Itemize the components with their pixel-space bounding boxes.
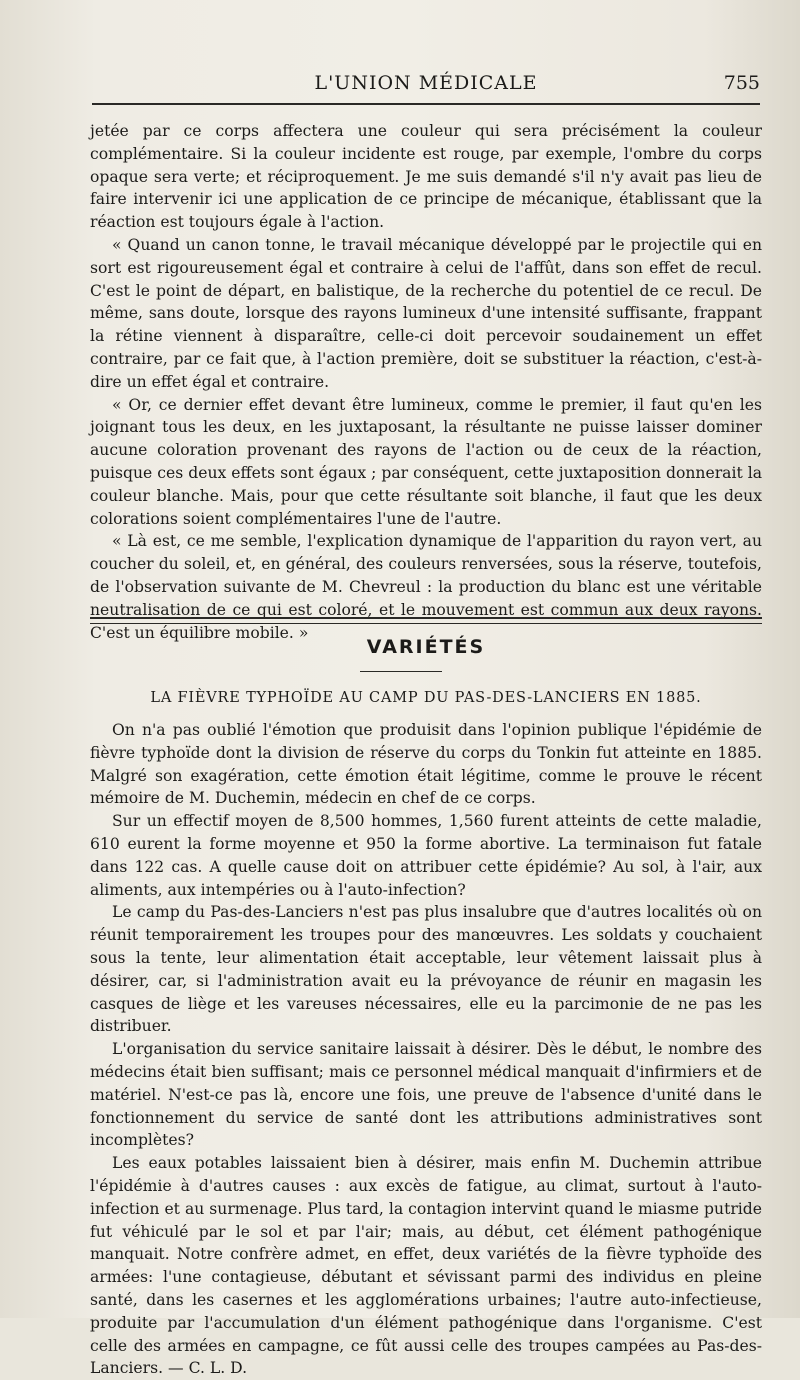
article-title: LA FIÈVRE TYPHOÏDE AU CAMP DU PAS-DES-LANCIERS EN 1885.: [150, 690, 702, 706]
paragraph: On n'a pas oublié l'émotion que produisit dans l'opinion publique l'épidémie de fièvre typhoïde dont la division de réserve du corps du Tonkin fut atteinte en 1885. Malgré son exagération, cette émotion était légitime, comme le prouve le récent mémoire de M. Duchemin, médecin en chef de ce corps.: [90, 721, 762, 808]
paragraph: « Quand un canon tonne, le travail mécanique développé par le projectile qui en sort est rigoureusement égal et contraire à celui de l'affût, dans son effet de recul. C'est le point de départ, en balistique, de la recherche du potentiel de ce recul. De même, sans doute, lorsque des rayons lumineux d'une intensité suffisante, frappant la rétine viennent à disparaître, celle-ci doit percevoir soudainement un effet contraire, par ce fait que, à l'action première, doit se substituer la réaction, c'est-à-dire un effet égal et contraire.: [90, 235, 762, 391]
page-number: 755: [723, 72, 760, 94]
paragraph: jetée par ce corps affectera une couleur qui sera précisément la couleur complémentaire. Si la couleur incidente est rouge, par exemple, l'ombre du corps opaque sera verte; et réciproquement. Je me suis demandé s'il n'y avait pas lieu de faire intervenir ici une application de ce principe de mécanique, établissant que la réaction est toujours égale à l'action.: [90, 122, 762, 232]
paragraph: Sur un effectif moyen de 8,500 hommes, 1,560 furent atteints de cette maladie, 610 eurent la forme moyenne et 950 la forme abortive. La terminaison fut fatale dans 122 cas. A quelle cause doit on attribuer cette épidémie? Au sol, à l'air, aux aliments, aux intempéries ou à l'auto-infection?: [90, 812, 762, 899]
top-text-block: [90, 120, 762, 644]
paragraph: « Là est, ce me semble, l'explication dynamique de l'apparition du rayon vert, au coucher du soleil, et, en général, des couleurs renversées, sous la réserve, toutefois, de l'observation suivante de M. Chevreul : la production du blanc est une véritable neutralisation de ce qui est coloré, et le mouvement est commun aux deux rayons. C'est un équilibre mobile. »: [90, 532, 762, 642]
section-title: VARIÉTÉS: [366, 636, 486, 658]
paragraph: Le camp du Pas-des-Lanciers n'est pas plus insalubre que d'autres localités où on réunit temporairement les troupes pour des manœuvres. Les soldats y couchaient sous la tente, leur alimentation était acceptable, leur vêtement laissait plus à désirer, car, si l'administration avait eu la prévoyance de réunir en magasin les casques de liège et les vareuses nécessaires, elle eu la parcimonie de ne pas les distribuer.: [90, 903, 762, 1036]
paragraph: L'organisation du service sanitaire laissait à désirer. Dès le début, le nombre des médecins était bien suffisant; mais ce personnel médical manquait d'infirmiers et de matériel. N'est-ce pas là, encore une fois, une preuve de l'absence d'unité dans le fonctionnement du service de santé dont les attributions administratives sont incomplètes?: [90, 1040, 762, 1150]
paragraph: Les eaux potables laissaient bien à désirer, mais enfin M. Duchemin attribue l'épidémie à d'autres causes : aux excès de fatigue, au climat, surtout à l'auto-infection et au surmenage. Plus tard, la contagion intervint quand le miasme putride fut véhiculé par le sol et par l'air; mais, au début, cet élément pathogénique manquait. Notre confrère admet, en effet, deux variétés de la fièvre typhoïde des armées: l'une contagieuse, débutant et sévissant parmi des individus en pleine santé, dans les casernes et les agglomérations urbaines; l'autre auto-infectieuse, produite par l'accumulation d'un élément pathogénique dans l'organisme. C'est celle des armées en campagne, ce fût aussi celle des troupes campées au Pas-des-Lanciers. — C. L. D.: [90, 1154, 762, 1378]
page-header: [92, 72, 760, 102]
section-underline: [360, 671, 442, 672]
section-rule-bottom: [90, 623, 762, 624]
section-rule-top: [90, 617, 762, 619]
header-rule: [92, 103, 760, 105]
paragraph: « Or, ce dernier effet devant être lumineux, comme le premier, il faut qu'en les joignant tous les deux, en les juxtaposant, la résultante ne puisse laisser dominer aucune coloration provenant des rayons de l'action ou de ceux de la réaction, puisque ces deux effets sont égaux ; par conséquent, cette juxtaposition donnerait la couleur blanche. Mais, pour que cette résultante soit blanche, il faut que les deux colorations soient complémentaires l'une de l'autre.: [90, 395, 762, 528]
article-body: [90, 719, 762, 1380]
running-title: L'UNION MÉDICALE: [314, 72, 538, 94]
